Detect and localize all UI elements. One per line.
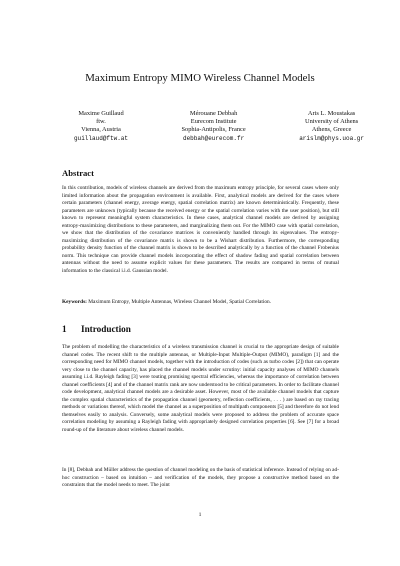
abstract-heading: Abstract	[62, 168, 94, 178]
body-paragraph: In [8], Debbah and Müller address the question of channel modeling on the basis of statistical inference. Instead of relying on ad-hoc construction – based on intuition – and verification of the models, they propose a constructive method based on the constraints that the model needs to meet. The joint	[62, 467, 339, 489]
keywords	[62, 299, 339, 307]
author-1	[74, 110, 128, 143]
keywords-label: Keywords:	[62, 299, 87, 305]
author-location: Vienna, Austria	[81, 126, 121, 134]
author-email: arislm@phys.uoa.gr	[299, 134, 364, 142]
section-number: 1	[62, 324, 67, 334]
author-name: Aris L. Moustakas	[307, 110, 356, 117]
keywords-text: Maximum Entropy, Multiple Antennas, Wireless Channel Model, Spatial Correlation.	[88, 299, 272, 305]
abstract-text: In this contribution, models of wireless channels are derived from the maximum entropy principle, for several cases where only limited information about the propagation environment is available. First, analytical models are derived for the cases where certain parameters (channel energy, average energy, spatial correlation matrix) are known deterministically. Frequently, these parameters are unknown (typically because the received energy or the spatial correlation varies with the user position), but still known to represent meaningful system characteristics. In these cases, analytical channel models are derived by assigning entropy-maximizing distributions to these parameters, and marginalizing them out. For the MIMO case with spatial correlation, we show that the distribution of the covariance matrices is conveniently handled through its eigenvalues. The entropy-maximizing distribution of the covariance matrix is shown to be a Wishart distribution. Furthermore, the corresponding probability density function of the channel matrix is shown to be described analytically by a function of the channel Frobenius norm. This technique can provide channel models incorporating the effect of shadow fading and spatial correlation between antennas without the need to assume explicit values for these parameters. The results are compared in terms of mutual information to the classical i.i.d. Gaussian model.	[62, 185, 339, 275]
section-title: Introduction	[81, 324, 131, 334]
author-email: guillaud@ftw.at	[74, 134, 129, 142]
author-name: Mérouane Debbah	[189, 110, 238, 117]
author-name: Maxime Guillaud	[78, 110, 124, 117]
author-2	[181, 110, 245, 143]
author-email: debbah@eurecom.fr	[182, 134, 245, 142]
author-location: Sophia-Antipolis, France	[181, 126, 246, 134]
paper-title: Maximum Entropy MIMO Wireless Channel Models	[85, 72, 315, 84]
author-location: Athens, Greece	[311, 126, 352, 134]
body-paragraph: The problem of modelling the characteristics of a wireless transmission channel is crucial to the appropriate design of suitable channel codes. The recent shift to the multiple antennas, or Multiple-Input Multiple-Output (MIMO), paradigm [1] and the corresponding need for MIMO channel models, together with the introduction of codes (such as turbo codes [2]) that can operate very close to the channel capacity, has placed the channel models under scrutiny: initial capacity analyses of MIMO channels assuming i.i.d. Rayleigh fading [3] were touting promising spectral efficiencies, whereas the importance of correlation between channel coefficients [4] and of the channel matrix rank are now understood to be critical parameters. In order to facilitate channel code development, analytical channel models are a desirable asset. However, most of the available channel models that capture the complex spatial characteristics of the propagation channel (geometry, reflection coefficients, . . . ) are based on ray tracing methods or variations thereof, which model the channel as a superposition of multipath components [5] and therefore do not lend themselves easily to analysis. Conversely, some analytical models were proposed to address the problem of accurate space correlation modeling by assuming a Rayleigh fading with appropriately designed correlation properties [6]. See [7] for a broad round-up of the literature about wireless channel models.	[62, 344, 339, 434]
author-affiliation: Eurecom Institute	[190, 118, 237, 126]
author-affiliation: ftw.	[96, 118, 106, 126]
author-3	[299, 110, 364, 143]
author-block	[74, 110, 364, 143]
section-heading-introduction	[62, 324, 131, 334]
page-number: 1	[198, 512, 202, 518]
author-affiliation: University of Athens	[304, 118, 359, 126]
